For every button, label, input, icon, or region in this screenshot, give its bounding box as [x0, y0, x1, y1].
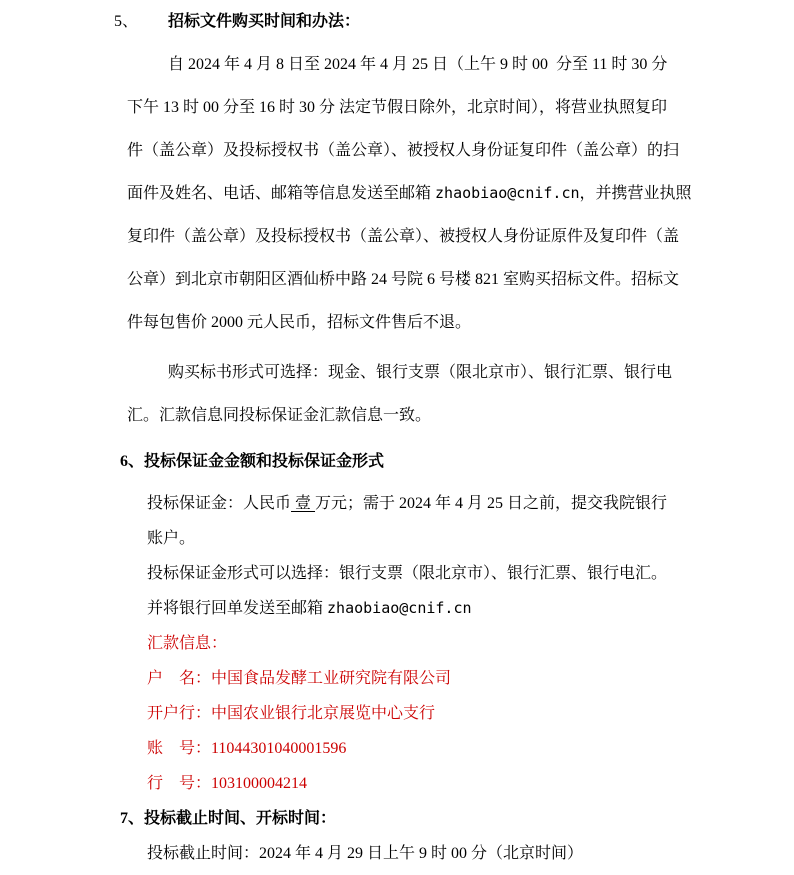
text-line	[168, 43, 794, 86]
text-line	[147, 591, 794, 626]
text-line	[168, 351, 794, 394]
text-line	[147, 521, 794, 556]
underlined-amount: 壹	[291, 495, 316, 512]
text-run: 账户。	[147, 530, 196, 547]
section-title: 招标文件购买时间和办法：	[168, 13, 361, 30]
email-text: zhaobiao@cnif.cn	[435, 184, 580, 202]
remittance-info-line	[147, 626, 794, 661]
text-run: 件（盖公章）及投标授权书（盖公章）、被授权人身份证复印件（盖公章）的扫	[127, 142, 680, 159]
section-number: 7、	[120, 810, 145, 827]
text-run: 投标保证金形式可以选择：银行支票（限北京市）、银行汇票、银行电汇。	[147, 565, 668, 582]
text-line	[127, 394, 794, 437]
text-line	[127, 86, 794, 129]
text-run: 自 2024 年 4 月 8 日至 2024 年 4 月 25 日（上午 9 时 00 分至 11 时 30 分	[168, 56, 668, 73]
section-heading-5	[114, 0, 794, 43]
section-title: 投标保证金金额和投标保证金形式	[144, 453, 385, 470]
section-title: 投标截止时间、开标时间：	[144, 810, 337, 827]
text-line	[127, 301, 794, 344]
text-line	[127, 215, 794, 258]
remittance-info-line	[147, 696, 794, 731]
text-run: 万元；需于 2024 年 4 月 25 日之前，提交我院银行	[315, 495, 668, 512]
remittance-info-line	[147, 661, 794, 696]
text-run: 件每包售价 2000 元人民币，招标文件售后不退。	[127, 314, 472, 331]
text-run: 复印件（盖公章）及投标授权书（盖公章）、被授权人身份证原件及复印件（盖	[127, 228, 680, 245]
section-number: 6、	[120, 453, 145, 470]
text-run: 账 号：11044301040001596	[147, 740, 347, 757]
text-run: 公章）到北京市朝阳区酒仙桥中路 24 号院 6 号楼 821 室购买招标文件。招标文	[127, 271, 680, 288]
email-text: zhaobiao@cnif.cn	[327, 599, 472, 617]
text-run: 投标截止时间：2024 年 4 月 29 日上午 9 时 00 分（北京时间）	[147, 845, 584, 862]
text-run: 汇款信息：	[147, 635, 228, 652]
remittance-info-line	[147, 766, 794, 801]
text-run: 并将银行回单发送至邮箱	[147, 600, 328, 617]
section-heading-7	[120, 801, 794, 836]
text-line	[127, 258, 794, 301]
text-run: 购买标书形式可选择：现金、银行支票（限北京市）、银行汇票、银行电	[168, 364, 673, 381]
section-heading-6	[120, 444, 794, 479]
text-run: 汇。汇款信息同投标保证金汇款信息一致。	[127, 407, 432, 424]
text-line	[127, 172, 794, 215]
text-run: 面件及姓名、电话、邮箱等信息发送至邮箱	[127, 185, 436, 202]
text-line	[147, 836, 794, 871]
section-6	[0, 444, 794, 801]
text-line	[127, 129, 794, 172]
text-line	[147, 556, 794, 591]
section-number: 5、	[114, 13, 139, 30]
text-run: ，并携营业执照	[579, 185, 692, 202]
section-5	[0, 0, 794, 437]
section-7	[0, 801, 794, 871]
text-line	[147, 486, 794, 521]
text-run: 投标保证金：人民币	[147, 495, 292, 512]
remittance-info-line	[147, 731, 794, 766]
text-run: 下午 13 时 00 分至 16 时 30 分 法定节假日除外，北京时间），将营业执照复印	[127, 99, 668, 116]
text-run: 行 号：103100004214	[147, 775, 308, 792]
text-run: 开户行：中国农业银行北京展览中心支行	[147, 705, 436, 722]
text-run: 户 名：中国食品发酵工业研究院有限公司	[147, 670, 452, 687]
